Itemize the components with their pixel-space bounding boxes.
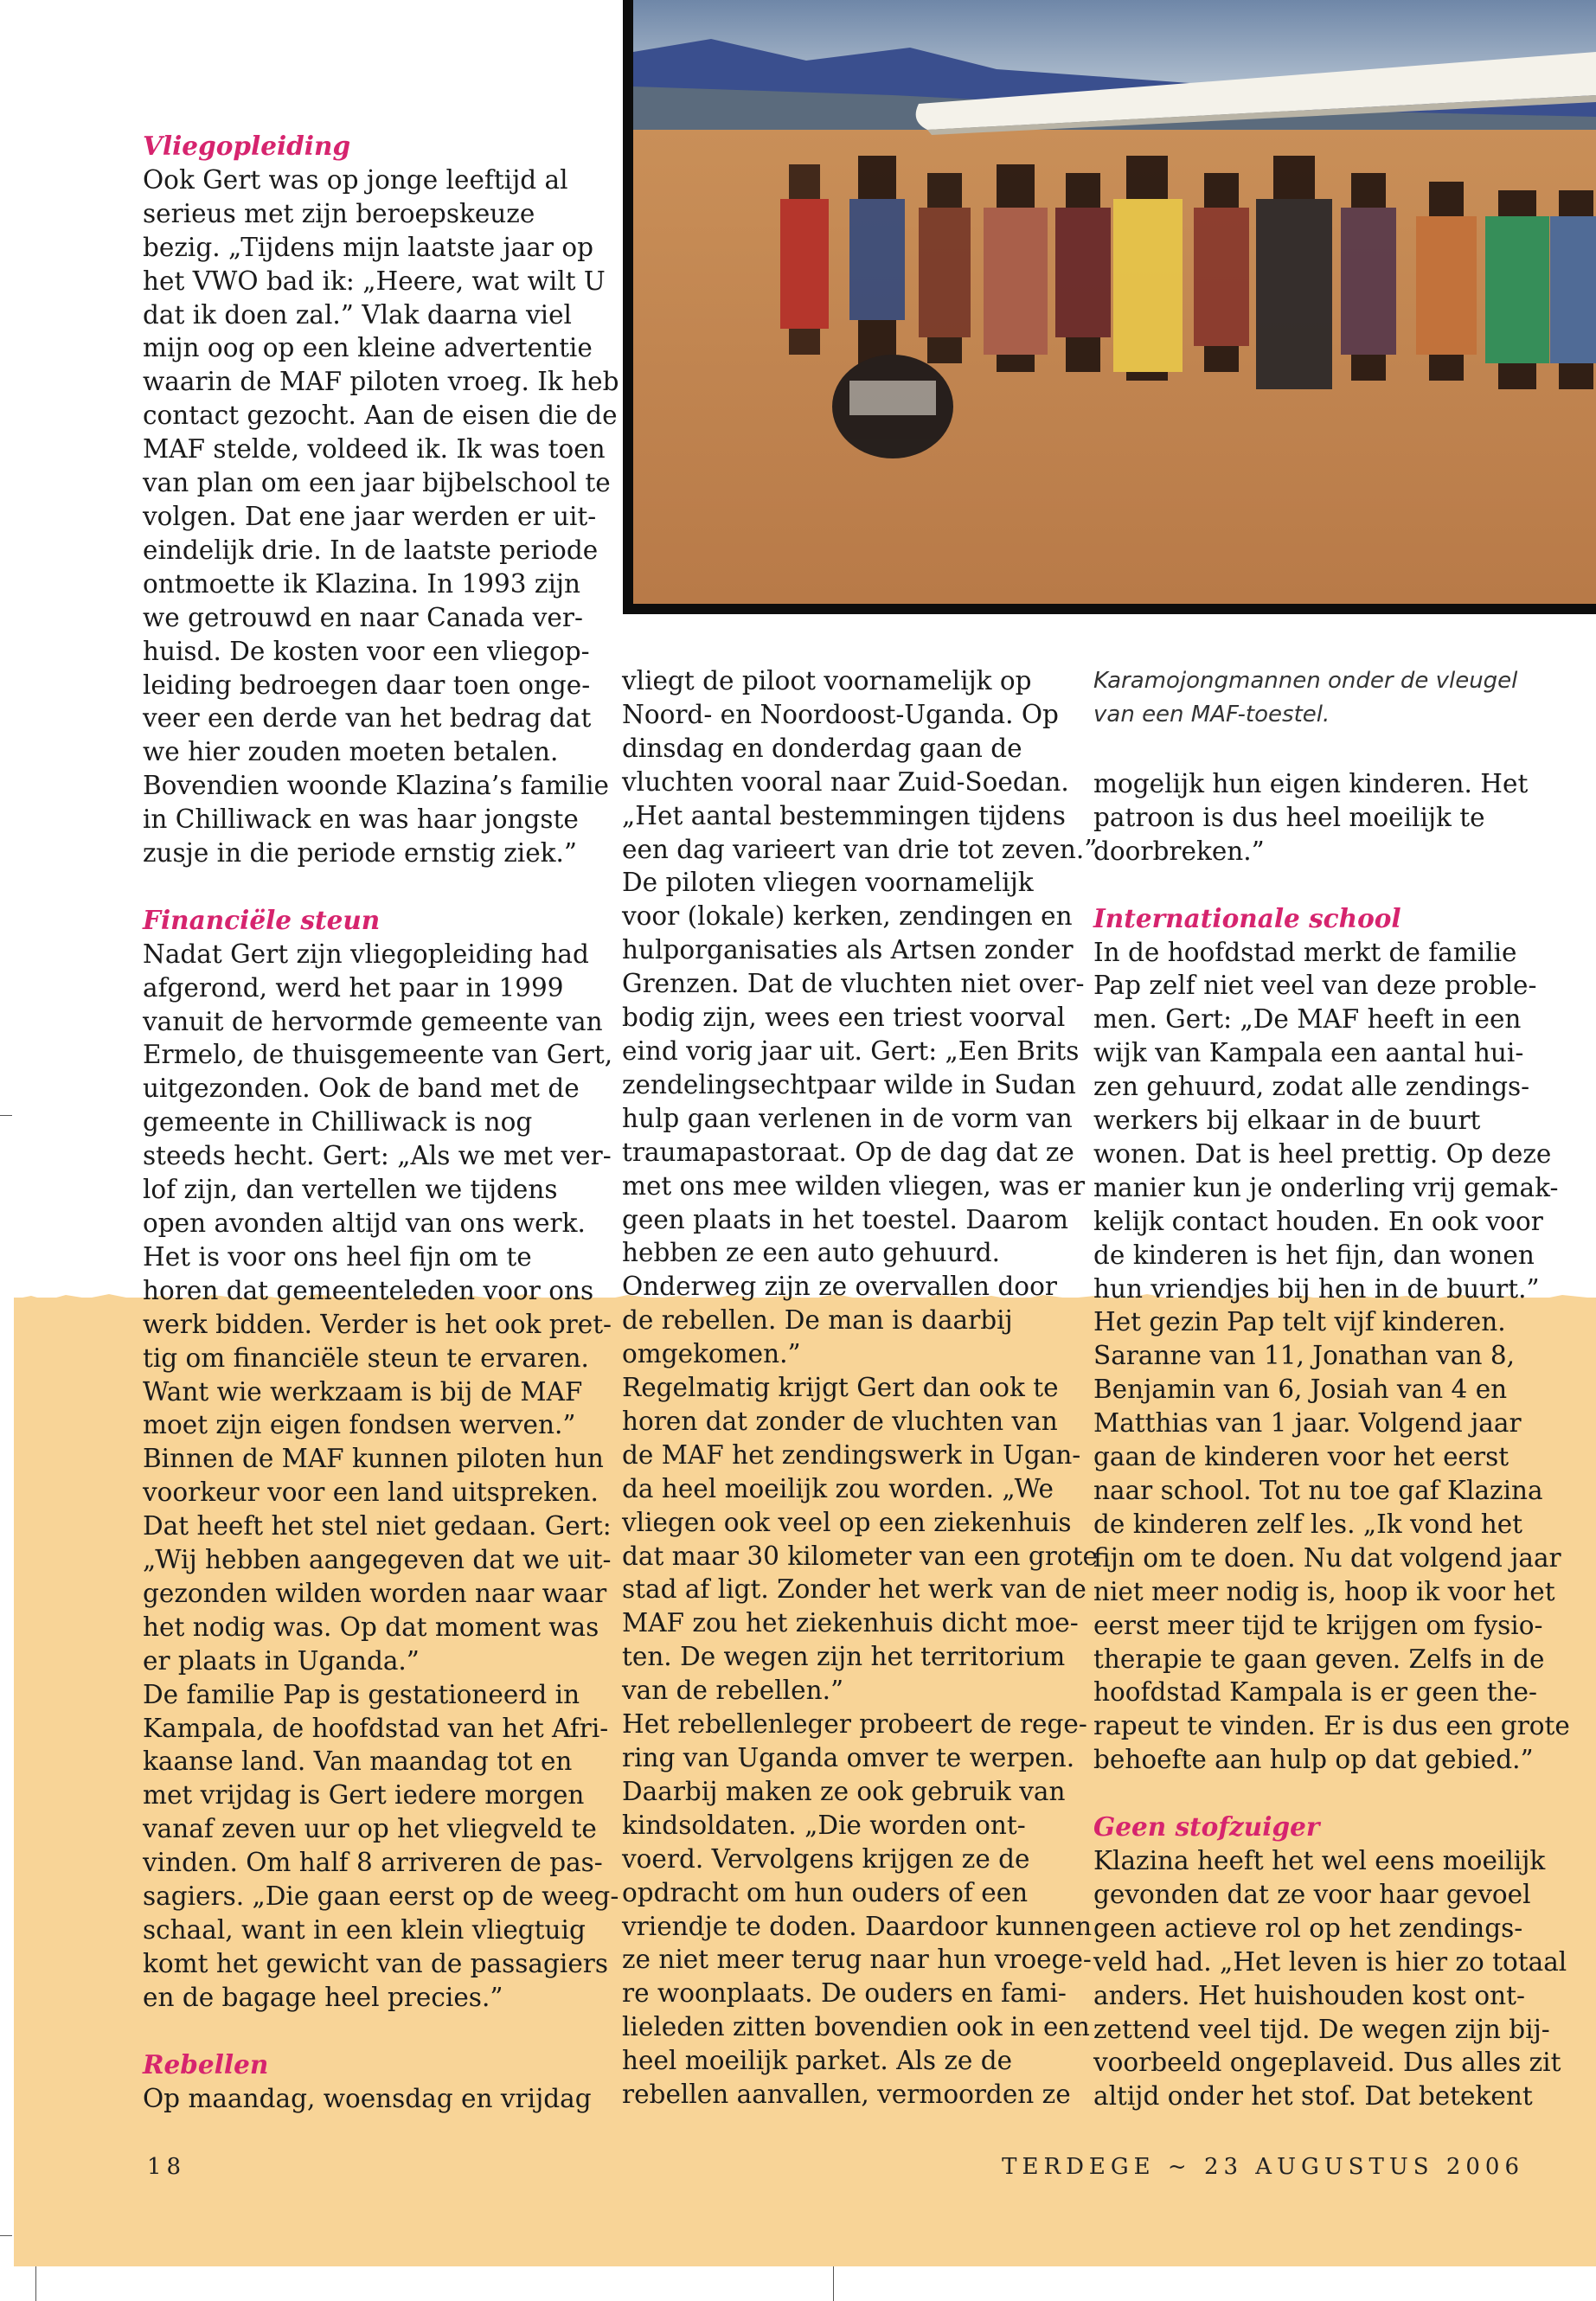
text-line: traumapastoraat. Op de dag dat ze bbox=[622, 1137, 1074, 1167]
text-line: bodig zijn, wees een triest voorval bbox=[622, 1003, 1066, 1033]
text-line: eindelijk drie. In de laatste periode bbox=[143, 535, 599, 565]
text-line: Regelmatig krijgt Gert dan ook te bbox=[622, 1373, 1059, 1403]
text-line: dinsdag en donderdag gaan de bbox=[622, 733, 1022, 763]
text-line: veer een derde van het bedrag dat bbox=[143, 703, 592, 734]
text-line: huisd. De kosten voor een vliegop- bbox=[143, 636, 590, 666]
text-line: Pap zelf niet veel van deze proble- bbox=[1093, 971, 1537, 1001]
crop-mark bbox=[833, 2266, 834, 2301]
text-line: van plan om een jaar bijbelschool te bbox=[143, 468, 611, 498]
text-line: wonen. Dat is heel prettig. Op deze bbox=[1093, 1138, 1552, 1169]
text-line: Het rebellenleger probeert de rege- bbox=[622, 1709, 1087, 1740]
text-line: Klazina heeft het wel eens moeilijk bbox=[1093, 1845, 1546, 1875]
text-line: altijd onder het stof. Dat betekent bbox=[1093, 2081, 1533, 2112]
text-line: de MAF het zendingswerk in Ugan- bbox=[622, 1439, 1081, 1470]
paragraph-gap bbox=[1093, 868, 1517, 902]
text-line: werkers bij elkaar in de buurt bbox=[1093, 1106, 1481, 1136]
text-line: lieleden zitten bovendien ook in een bbox=[622, 2012, 1090, 2042]
text-line: Matthias van 1 jaar. Volgend jaar bbox=[1093, 1408, 1522, 1439]
photo-frame bbox=[623, 0, 1596, 614]
paragraph-gap bbox=[143, 870, 567, 904]
caption-line: Karamojongmannen onder de vleugel bbox=[1093, 668, 1518, 694]
text-line: Onderweg zijn ze overvallen door bbox=[622, 1272, 1057, 1302]
text-line: ze niet meer terug naar hun vroege- bbox=[622, 1945, 1092, 1975]
text-line: horen dat gemeenteleden voor ons bbox=[143, 1275, 594, 1305]
text-line: hun vriendjes bij hen in de buurt.” bbox=[1093, 1273, 1540, 1304]
text-line: Het gezin Pap telt vijf kinderen. bbox=[1093, 1307, 1506, 1337]
text-line: „Het aantal bestemmingen tijdens bbox=[622, 800, 1066, 830]
text-line: mogelijk hun eigen kinderen. Het bbox=[1093, 769, 1529, 798]
text-line: afgerond, werd het paar in 1999 bbox=[143, 972, 564, 1003]
text-line: we getrouwd en naar Canada ver- bbox=[143, 602, 583, 632]
text-line: het VWO bad ik: „Heere, wat wilt U bbox=[143, 266, 606, 296]
text-line: Nadat Gert zijn vliegopleiding had bbox=[143, 939, 589, 969]
text-line: tig om financiële steun te ervaren. bbox=[143, 1343, 589, 1373]
text-line: moet zijn eigen fondsen werven.” bbox=[143, 1410, 576, 1440]
paragraph-gap bbox=[143, 2015, 567, 2048]
text-line: ten. De wegen zijn het territorium bbox=[622, 1642, 1066, 1672]
text-line: vanaf zeven uur op het vliegveld te bbox=[143, 1814, 597, 1844]
text-line: dat maar 30 kilometer van een grote bbox=[622, 1541, 1098, 1571]
text-line: heel moeilijk parket. Als ze de bbox=[622, 2046, 1013, 2076]
text-line: Op maandag, woensdag en vrijdag bbox=[143, 2083, 592, 2113]
section-heading: Financiële steun bbox=[143, 904, 381, 935]
text-line: omgekomen.” bbox=[622, 1339, 801, 1369]
text-line: leiding bedroegen daar toen onge- bbox=[143, 670, 591, 700]
text-line: zen gehuurd, zodat alle zendings- bbox=[1093, 1072, 1530, 1102]
text-line: sagiers. „Die gaan eerst op de weeg- bbox=[143, 1881, 619, 1912]
paragraph-gap bbox=[1093, 1777, 1517, 1811]
text-line: Ook Gert was op jonge leeftijd al bbox=[143, 164, 568, 195]
text-line: waarin de MAF piloten vroeg. Ik heb bbox=[143, 367, 619, 397]
text-line: het nodig was. Op dat moment was bbox=[143, 1612, 599, 1642]
text-line: dat ik doen zal.” Vlak daarna viel bbox=[143, 299, 572, 330]
text-line: uitgezonden. Ook de band met de bbox=[143, 1074, 580, 1104]
text-line: voerd. Vervolgens krijgen ze de bbox=[622, 1843, 1030, 1874]
text-line: serieus met zijn beroepskeuze bbox=[143, 198, 535, 228]
photo-caption bbox=[1093, 664, 1552, 732]
text-line: hulp gaan verlenen in de vorm van bbox=[622, 1103, 1073, 1133]
section-heading: Vliegopleiding bbox=[143, 131, 351, 161]
text-line: Daarbij maken ze ook gebruik van bbox=[622, 1776, 1066, 1806]
text-line: rebellen aanvallen, vermoorden ze bbox=[622, 2080, 1071, 2110]
text-line: hulporganisaties als Artsen zonder bbox=[622, 935, 1074, 965]
text-line: eind vorig jaar uit. Gert: „Een Brits bbox=[622, 1035, 1080, 1066]
article-column-1 bbox=[143, 130, 619, 2115]
crop-mark bbox=[35, 2266, 36, 2301]
text-line: eerst meer tijd te krijgen om fysio- bbox=[1093, 1610, 1543, 1640]
text-line: da heel moeilijk zou worden. „We bbox=[622, 1473, 1054, 1503]
text-line: en de bagage heel precies.” bbox=[143, 1982, 503, 2012]
text-line: zendelingsechtpaar wilde in Sudan bbox=[622, 1069, 1076, 1099]
text-line: voorkeur voor een land uitspreken. bbox=[143, 1477, 599, 1508]
article-column-3 bbox=[1093, 767, 1570, 2113]
text-line: er plaats in Uganda.” bbox=[143, 1645, 420, 1676]
text-line: zusje in die periode ernstig ziek.” bbox=[143, 838, 578, 868]
page-number: 18 bbox=[147, 2154, 187, 2180]
text-line: wijk van Kampala een aantal hui- bbox=[1093, 1038, 1524, 1068]
text-line: werk bidden. Verder is het ook pret- bbox=[143, 1309, 612, 1339]
text-line: gaan de kinderen voor het eerst bbox=[1093, 1442, 1509, 1472]
text-line: de rebellen. De man is daarbij bbox=[622, 1305, 1013, 1336]
text-line: zettend veel tijd. De wegen zijn bij- bbox=[1093, 2014, 1550, 2044]
text-line: Noord- en Noordoost-Uganda. Op bbox=[622, 699, 1059, 729]
text-line: Het is voor ons heel fijn om te bbox=[143, 1241, 532, 1272]
text-line: de kinderen zelf les. „Ik vond het bbox=[1093, 1509, 1523, 1539]
text-line: patroon is dus heel moeilijk te bbox=[1093, 802, 1485, 832]
section-heading: Internationale school bbox=[1093, 902, 1401, 933]
text-line: hebben ze een auto gehuurd. bbox=[622, 1238, 1001, 1268]
text-line: open avonden altijd van ons werk. bbox=[143, 1208, 586, 1238]
running-title: TERDEGE ~ 23 AUGUSTUS 2006 bbox=[1002, 2154, 1524, 2180]
text-line: kelijk contact houden. En ook voor bbox=[1093, 1206, 1543, 1236]
text-line: vluchten vooral naar Zuid-Soedan. bbox=[622, 766, 1069, 797]
text-line: anders. Het huishouden kost ont- bbox=[1093, 1980, 1525, 2010]
crop-mark bbox=[0, 1115, 12, 1116]
article-column-2 bbox=[622, 664, 1098, 2112]
text-line: ontmoette ik Klazina. In 1993 zijn bbox=[143, 568, 581, 599]
text-line: Bovendien woonde Klazina’s familie bbox=[143, 771, 609, 801]
text-line: met ons mee wilden vliegen, was er bbox=[622, 1170, 1086, 1201]
text-line: naar school. Tot nu toe gaf Klazina bbox=[1093, 1476, 1543, 1506]
text-line: de kinderen is het fijn, dan wonen bbox=[1093, 1240, 1535, 1270]
text-line: Kampala, de hoofdstad van het Afri- bbox=[143, 1713, 609, 1743]
text-line: bezig. „Tijdens mijn laatste jaar op bbox=[143, 232, 593, 262]
text-line: voor (lokale) kerken, zendingen en bbox=[622, 901, 1073, 932]
text-line: mijn oog op een kleine advertentie bbox=[143, 333, 593, 363]
text-line: Want wie werkzaam is bij de MAF bbox=[143, 1376, 583, 1407]
text-line: Ermelo, de thuisgemeente van Gert, bbox=[143, 1040, 613, 1070]
text-line: men. Gert: „De MAF heeft in een bbox=[1093, 1004, 1522, 1035]
text-line: we hier zouden moeten betalen. bbox=[143, 737, 559, 767]
section-heading: Geen stofzuiger bbox=[1093, 1811, 1320, 1843]
text-line: volgen. Dat ene jaar werden er uit- bbox=[143, 501, 597, 531]
text-line: komt het gewicht van de passagiers bbox=[143, 1948, 609, 1978]
text-line: contact gezocht. Aan de eisen die de bbox=[143, 401, 618, 431]
text-line: vanuit de hervormde gemeente van bbox=[143, 1006, 603, 1036]
text-line: kindsoldaten. „Die worden ont- bbox=[622, 1810, 1026, 1840]
text-line: MAF zou het ziekenhuis dicht moe- bbox=[622, 1608, 1079, 1638]
text-line: therapie te gaan geven. Zelfs in de bbox=[1093, 1644, 1545, 1674]
section-heading: Rebellen bbox=[143, 2048, 269, 2080]
text-line: rapeut te vinden. Er is dus een grote bbox=[1093, 1711, 1570, 1741]
text-line: veld had. „Het leven is hier zo totaal bbox=[1093, 1946, 1567, 1977]
text-line: gezonden wilden worden naar waar bbox=[143, 1578, 607, 1608]
text-line: Benjamin van 6, Josiah van 4 en bbox=[1093, 1375, 1508, 1405]
text-line: geen actieve rol op het zendings- bbox=[1093, 1913, 1523, 1943]
text-line: doorbreken.” bbox=[1093, 836, 1265, 866]
text-line: niet meer nodig is, hoop ik voor het bbox=[1093, 1576, 1555, 1606]
photo-karamojong-men bbox=[633, 0, 1596, 604]
text-line: gevonden dat ze voor haar gevoel bbox=[1093, 1879, 1531, 1909]
text-line: een dag varieert van drie tot zeven.” bbox=[622, 834, 1098, 864]
text-line: schaal, want in een klein vliegtuig bbox=[143, 1915, 586, 1945]
text-line: manier kun je onderling vrij gemak- bbox=[1093, 1172, 1559, 1202]
text-line: lof zijn, dan vertellen we tijdens bbox=[143, 1175, 558, 1205]
text-line: vriendje te doden. Daardoor kunnen bbox=[622, 1911, 1093, 1941]
text-line: MAF stelde, voldeed ik. Ik was toen bbox=[143, 434, 606, 465]
text-line: ring van Uganda omver te werpen. bbox=[622, 1743, 1075, 1772]
text-line: steeds hecht. Gert: „Als we met ver- bbox=[143, 1141, 612, 1171]
text-line: vliegt de piloot voornamelijk op bbox=[622, 666, 1032, 695]
text-line: opdracht om hun ouders of een bbox=[622, 1877, 1029, 1907]
text-line: In de hoofdstad merkt de familie bbox=[1093, 937, 1517, 967]
text-line: geen plaats in het toestel. Daarom bbox=[622, 1204, 1068, 1234]
text-line: kaanse land. Van maandag tot en bbox=[143, 1747, 573, 1777]
text-line: Saranne van 11, Jonathan van 8, bbox=[1093, 1341, 1516, 1371]
text-line: vliegen ook veel op een ziekenhuis bbox=[622, 1507, 1072, 1537]
text-line: stad af ligt. Zonder het werk van de bbox=[622, 1574, 1086, 1605]
photo-illustration bbox=[633, 0, 1596, 604]
text-line: Grenzen. Dat de vluchten niet over- bbox=[622, 969, 1085, 999]
text-line: behoefte aan hulp op dat gebied.” bbox=[1093, 1745, 1534, 1775]
text-line: in Chilliwack en was haar jongste bbox=[143, 804, 579, 835]
text-line: De piloten vliegen voornamelijk bbox=[622, 868, 1034, 898]
text-line: Dat heeft het stel niet gedaan. Gert: bbox=[143, 1511, 612, 1541]
text-line: gemeente in Chilliwack is nog bbox=[143, 1107, 533, 1138]
text-line: De familie Pap is gestationeerd in bbox=[143, 1679, 580, 1709]
text-line: van de rebellen.” bbox=[622, 1676, 844, 1706]
text-line: hoofdstad Kampala is er geen the- bbox=[1093, 1677, 1537, 1708]
text-line: horen dat zonder de vluchten van bbox=[622, 1406, 1058, 1436]
text-line: „Wij hebben aangegeven dat we uit- bbox=[143, 1545, 612, 1575]
text-line: met vrijdag is Gert iedere morgen bbox=[143, 1780, 585, 1811]
crop-mark bbox=[0, 2235, 12, 2236]
text-line: vinden. Om half 8 arriveren de pas- bbox=[143, 1848, 603, 1878]
text-line: Binnen de MAF kunnen piloten hun bbox=[143, 1444, 604, 1474]
text-line: fijn om te doen. Nu dat volgend jaar bbox=[1093, 1542, 1561, 1573]
text-line: re woonplaats. De ouders en fami- bbox=[622, 1978, 1067, 2009]
text-line: voorbeeld ongeplaveid. Dus alles zit bbox=[1093, 2048, 1561, 2078]
caption-line: van een MAF-toestel. bbox=[1093, 701, 1330, 727]
